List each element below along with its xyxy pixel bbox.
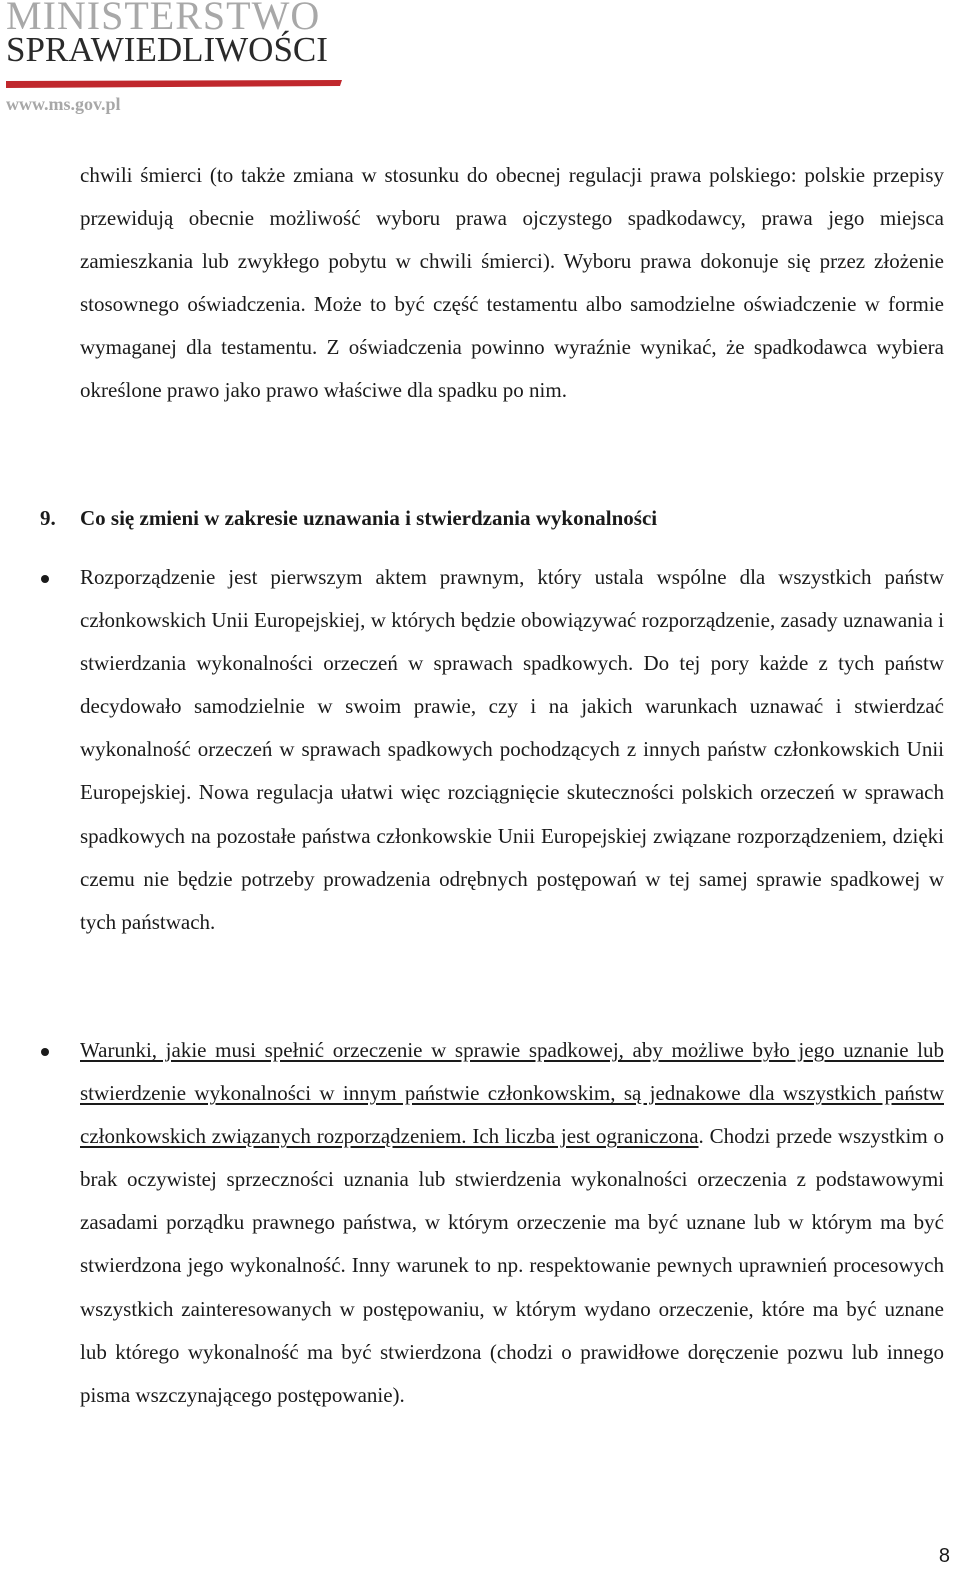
ministry-logo [0,0,360,120]
intro-paragraph: chwili śmierci (to także zmiana w stosunku do obecnej regulacji prawa polskiego: polskie przepisy przewidują obecnie możliwość wyboru prawa ojczystego spadkodawcy, prawa jego miejsca zamieszkania lub zwykłego pobytu w chwili śmierci). Wyboru prawa dokonuje się przez złożenie stosownego oświadczenia. Może to być część testamentu albo samodzielne oświadczenie w formie wymaganej dla testamentu. Z oświadczenia powinno wyraźnie wynikać, że spadkodawca wybiera określone prawo jako prawo właściwe dla spadku po nim. [80,163,944,403]
page-number: 8 [938,1545,950,1567]
section-title: Co się zmieni w zakresie uznawania i stwierdzania wykonalności [80,506,658,530]
logo-red-stripe [6,80,342,88]
logo-line-justice: SPRAWIEDLIWOŚCI [6,30,328,69]
bullet-paragraph-recognition: Rozporządzenie jest pierwszym aktem prawnym, który ustala wspólne dla wszystkich państw członkowskich Unii Europejskiej, w których będzie obowiązywać rozporządzenie, zasady uznawania i stwierdzania wykonalności orzeczeń w sprawach spadkowych. Do tej pory każde z tych państw decydowało samodzielnie w swoim prawie, czy i na jakich warunkach uznawać i stwierdzać wykonalność orzeczeń w sprawach spadkowych pochodzących z innych państw członkowskich Unii Europejskiej. Nowa regulacja ułatwi więc rozciągnięcie skuteczności polskich orzeczeń w sprawach spadkowych na pozostałe państwa członkowskie Unii Europejskiej związane rozporządzeniem, dzięki czemu nie będzie potrzeby prowadzenia odrębnych postępowań w tej samej sprawie spadkowej w tych państwach. [80,565,944,934]
section-heading [40,497,657,540]
conditions-text: . Chodzi przede wszystkim o brak oczywistej sprzeczności uznania lub stwierdzenia wykonalności orzeczenia z podstawowymi zasadami porządku prawnego państwa, w którym orzeczenie ma być uznane lub w którym ma być stwierdzona jego wykonalność. Inny warunek to np. respektowanie pewnych uprawnień procesowych wszystkich zainteresowanych w postępowaniu, w którym wydano orzeczenie, które ma być uznane lub którego wykonalność ma być stwierdzona (chodzi o prawidłowe doręczenie pozwu lub innego pisma wszczynającego postępowanie). [80,1124,945,1407]
section-number: 9. [40,506,56,530]
bullet-dot [41,575,49,583]
bullet-dot [41,1048,49,1056]
logo-line-ministry: MINISTERSTWO [6,0,321,38]
bullet-paragraph-conditions [80,1029,944,1417]
logo-url: www.ms.gov.pl [6,94,121,114]
underlined-conditions-text: Warunki, jakie musi spełnić orzeczenie w sprawie spadkowej, aby możliwe było jego uznanie lub stwierdzenie wykonalności w innym państwie członkowskim, są jednakowe dla wszystkich państw członkowskich związanych rozporządzeniem. Ich liczba jest ograniczona [80,1038,944,1149]
